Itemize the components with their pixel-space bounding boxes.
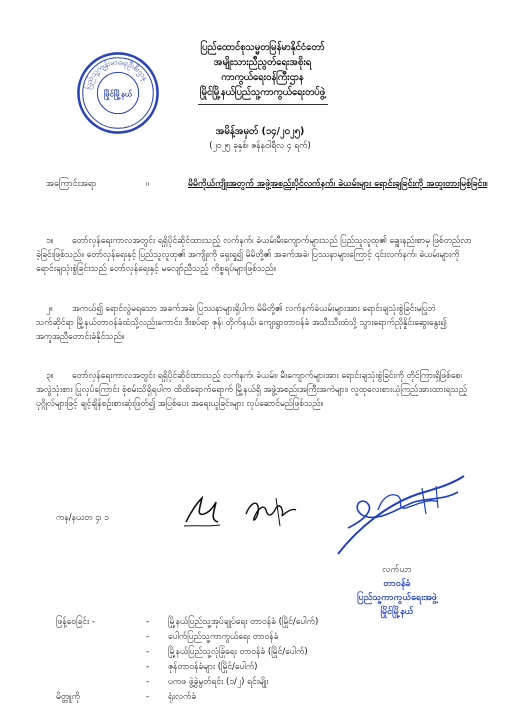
reference-number: ကန/နယတ ၄၊ ၁ <box>56 513 109 523</box>
signer-block <box>322 563 472 619</box>
paragraph-number: ၃။ <box>46 371 54 381</box>
order-number: အမိန့်အမှတ် (၁၄/၂၀၂၅) <box>215 126 305 137</box>
handwritten-initial-2 <box>240 494 300 530</box>
seal-center-text: မြိုင်မြို့နယ် <box>103 89 133 99</box>
signer-role: လက်ယာ <box>382 565 412 575</box>
paragraph-2 <box>36 302 476 344</box>
distribution-item: - ဇုန်တာဝန်ခံများ (မြိုင်/ပေါက်) <box>146 660 466 675</box>
distribution-label: ဖြန့်ဝေခြင်း - <box>56 617 95 627</box>
distribution-item: - မြို့နယ်ပြည်သူ့လုံခြုံရေး တာဝန်ခံ (မြိုင်/ပေါက်) <box>146 645 466 660</box>
subject-text: မိမိကိုယ်ကျိုးအတွက် အဖွဲ့အစည်းပိုင်လက်နက်၊ ခဲယမ်းများ ရောင်းချခြင်းကို အထူးတားမြစ်ခြင်း။ <box>188 179 488 189</box>
paragraph-3 <box>36 369 476 411</box>
copy-to-section <box>56 690 197 705</box>
paragraph-text: အကယ်၍ ရောင်လွဲမရသော အခက်အခဲ၊ ပြဿနာများရှိပါက မိမိတို့၏ လက်နက်ခဲယမ်းများအား ရောင်းချသုံးစွဲခြင်းမပြုဘဲ သက်ဆိုင်ရာ မြို့နယ်တာဝန်ခံထံသို့လည်းကောင်း၊ ဒီးစပ်ရာ ဇုန်၊ တိုက်နယ်၊ ကျေးရွာတာဝန်ခံ အသီးသီးထံသို့ သွားရောက်ညှိနှိုင်းဆွေးနွေး၍ အကူအညီတောင်းခံနိုင်သည်။ <box>36 304 447 342</box>
signer-township: မြိုင်မြို့နယ် <box>380 607 414 617</box>
distribution-item: - ပေါက်ပြည်သူ့ကာကွယ်ရေး တာဝန်ခံ <box>146 630 466 645</box>
copy-to-item: - ရုံးလက်ခံ <box>146 692 196 702</box>
header-line-3: ကာကွယ်ရေးဝန်ကြီးဌာန <box>221 72 304 83</box>
paragraph-number: ၁။ <box>46 236 54 246</box>
letterhead <box>150 40 375 105</box>
seal-ring-text: ပြည်သူ့ကျန်းမာရေးဦးစီးဌာန <box>82 57 151 90</box>
handwritten-initial-1 <box>180 492 224 530</box>
officer-signature <box>318 458 478 562</box>
header-line-4: မြိုင်မြို့နယ်ပြည်သူ့ကာကွယ်ရေးတပ်ဖွဲ့ <box>199 87 326 98</box>
header-divider <box>198 104 328 105</box>
organization-seal <box>75 50 161 136</box>
subject-label: အကြောင်းအရာ <box>46 179 97 189</box>
header-line-2: အမျိုးသားညီညွတ်ရေးအစိုးရ <box>213 57 312 68</box>
header-line-1: ပြည်ထောင်စုသမ္မတမြန်မာနိုင်ငံတော် <box>200 42 325 53</box>
signer-title: တာဝန်ခံ <box>383 579 411 589</box>
distribution-item: - မြို့နယ်ပြည်သူ့အုပ်ချုပ်ရေး တာဝန်ခံ (မြိုင်/ပေါက်) <box>146 615 466 630</box>
paragraph-text: တော်လှန်ရေးကာလအတွင်း ရရှိပိုင်ဆိုင်ထားသည့် လက်နက်၊ ခဲယမ်း၊ မီးကျောက်များအား ရောင်းချသုံးစွဲခြင်းကို တိုင်ကြားရှိဖြစ်စေ၊ အလွဲသုံးစား ပြုလုပ်ကြောင်း စုံစမ်းသိရှိရပါက ထိထိရောက်ရောက် မြို့နယ်ရှိ အဖွဲ့အစည်းအကြီးအကဲများ၊ လူထုလေးစားယုံကြည်အားထားရသည့် ပုဂ္ဂိုလ်များဖြင့် ချင့်ချိန်စဉ်းစားဆုံးဖြတ်၍ အပြစ်ပေး အရေးယူခြင်းများ လုပ်ဆောင်မည်ဖြစ်သည်။ <box>36 371 468 409</box>
copy-to-label: မိတ္တူကို <box>56 692 80 702</box>
order-date: (၂၀၂၅ ခုနှစ်၊ ဇန်နဝါရီလ ၄ ရက်) <box>209 141 311 151</box>
distribution-item: - ပကဖ ဖွဲ့ခွဲမွတ်ရင်း (၁/၂) ရင်းမျိုး <box>146 675 466 690</box>
paragraph-number: ၂။ <box>46 304 53 314</box>
paragraph-1 <box>36 234 476 276</box>
signer-organization: ပြည်သူ့ကာကွယ်ရေးအဖွဲ့ <box>357 593 437 603</box>
paragraph-text: တော်လှန်ရေးကာလအတွင်း ရရှိပိုင်ဆိုင်ထားသည့် လက်နက်၊ ခဲယမ်းမီးကျောက်များသည် ပြည်သူလူထု၏ ချွေးနည်းစာမှ ဖြစ်တည်လာခဲ့ခြင်းဖြစ်သည်။ တော်လှန်ရေးနှင့် ပြည်သူလူထု၏ အကျိုးကို ရှေးရှု၍ မိမိတို့၏ အခက်အခဲ၊ ပြဿနာများကြောင့် ၎င်းလက်နက်၊ ခဲယမ်းများကို ရောင်းချသုံးစွဲခြင်းသည် တော်လှန်ရေးနှင့် မလျော်ညီသည့် ကိစ္စရပ်များဖြစ်သည်။ <box>36 236 472 274</box>
subject-separator: ။ <box>146 179 149 189</box>
